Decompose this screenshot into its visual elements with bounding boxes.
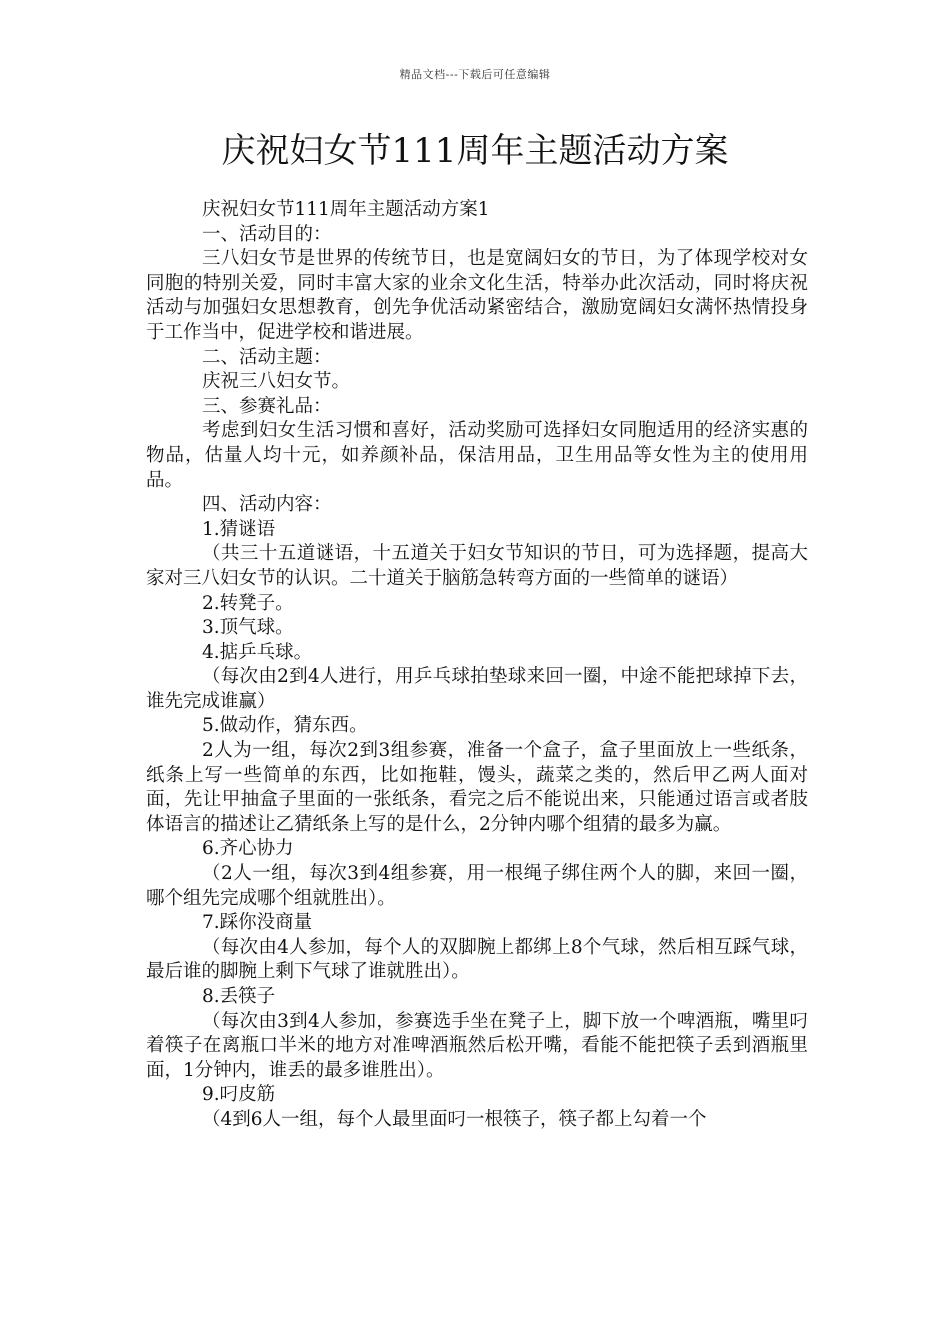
section-heading: 庆祝妇女节111周年主题活动方案1 — [202, 199, 490, 220]
body-paragraph: （每次由2到4人进行，用乒乓球拍垫球来回一圈，中途不能把球掉下去，谁先完成谁赢） — [146, 666, 808, 712]
body-paragraph: （4到6人一组，每个人最里面叼一根筷子，筷子都上勾着一个 — [202, 1108, 707, 1130]
section-heading: 二、活动主题： — [202, 346, 332, 368]
list-item: 7.踩你没商量 — [202, 912, 313, 934]
list-item: 3.顶气球。 — [202, 617, 294, 639]
body-paragraph: （2人一组，每次3到4组参赛，用一根绳子绑住两个人的脚，来回一圈，哪个组先完成哪个组就胜出）。 — [146, 863, 808, 909]
body-paragraph: 三八妇女节是世界的传统节日，也是宽阔妇女的节日，为了体现学校对女同胞的特别关爱，同时丰富大家的业余文化生活，特举办此次活动，同时将庆祝活动与加强妇女思想教育，创先争优活动紧密结合，激励宽阔妇女满怀热情投身于工作当中，促进学校和谐进展。 — [146, 248, 808, 343]
body-paragraph: 2人为一组，每次2到3组参赛，准备一个盒子，盒子里面放上一些纸条，纸条上写一些简单的东西，比如拖鞋，馒头，蔬菜之类的，然后甲乙两人面对面，先让甲抽盒子里面的一张纸条，看完之后不能说出来，只能通过语言或者肢体语言的描述让乙猜纸条上写的是什么，2分钟内哪个组猜的最多为赢。 — [146, 740, 808, 835]
list-item: 8.丢筷子 — [202, 986, 276, 1007]
list-item: 6.齐心协力 — [202, 838, 294, 860]
section-heading: 三、参赛礼品： — [202, 395, 332, 417]
body-paragraph: 考虑到妇女生活习惯和喜好，活动奖励可选择妇女同胞适用的经济实惠的物品，估量人均十元，如养颜补品，保洁用品，卫生用品等女性为主的使用用品。 — [146, 420, 808, 491]
body-paragraph: （每次由4人参加，每个人的双脚腕上都绑上8个气球，然后相互踩气球，最后谁的脚腕上剩下气球了谁就胜出）。 — [146, 936, 808, 983]
body-paragraph: 庆祝三八妇女节。 — [202, 371, 351, 393]
list-item: 9.叼皮筋 — [202, 1084, 276, 1106]
body-paragraph: （共三十五道谜语，十五道关于妇女节知识的节日，可为选择题，提高大家对三八妇女节的认识。二十道关于脑筋急转弯方面的一些简单的谜语） — [146, 543, 808, 589]
section-heading: 一、活动目的： — [202, 223, 332, 245]
list-item: 1.猜谜语 — [202, 518, 276, 540]
list-item: 5.做动作，猜东西。 — [202, 715, 368, 737]
header-note: 精品文档---下载后可任意编辑 — [399, 68, 551, 81]
body-paragraph: （每次由3到4人参加，参赛选手坐在凳子上，脚下放一个啤酒瓶，嘴里叼着筷子在离瓶口半米的地方对准啤酒瓶然后松开嘴，看能不能把筷子丢到酒瓶里面，1分钟内，谁丢的最多谁胜出）。 — [146, 1010, 808, 1081]
document-body — [146, 198, 808, 1133]
list-item: 4.掂乒乓球。 — [202, 641, 313, 663]
list-item: 2.转凳子。 — [202, 592, 294, 614]
section-heading: 四、活动内容： — [202, 494, 332, 516]
document-title: 庆祝妇女节111周年主题活动方案 — [221, 131, 729, 171]
